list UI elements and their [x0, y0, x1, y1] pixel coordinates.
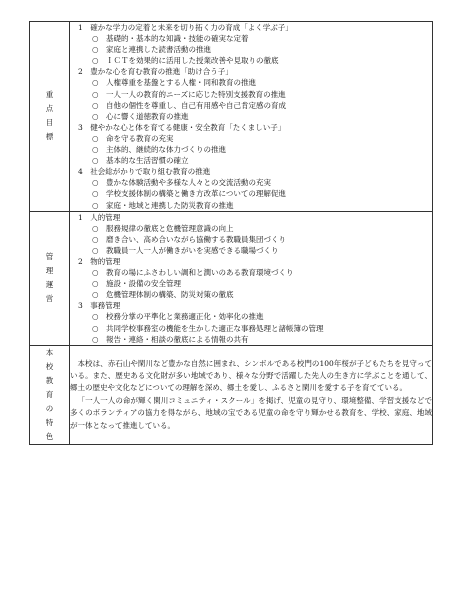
- list-item: [70, 77, 432, 88]
- label-char: 重: [45, 90, 54, 100]
- vertical-label: [46, 346, 54, 444]
- group-heading: 3 事務管理: [78, 301, 121, 311]
- label-char: 点: [45, 104, 54, 114]
- list-item-text: 教育の場にふさわしい調和と潤いのある教育環境づくり: [106, 268, 294, 278]
- label-char: 営: [45, 294, 54, 304]
- list-item: [70, 245, 432, 256]
- group-heading: 1 人的管理: [78, 212, 121, 222]
- list-item-text: 共同学校事務室の機能を生かした適正な事務処理と諸帳簿の管理: [106, 323, 324, 333]
- list-item-text: 人権尊重を基盤とする人権・同和教育の推進: [106, 78, 257, 88]
- vertical-label: [46, 88, 54, 144]
- features-content: [70, 345, 433, 444]
- label-char: 育: [45, 389, 54, 399]
- list-item-text: 豊かな体験活動や多様な人々との交流活動の充実: [106, 178, 272, 188]
- list-item-text: 家庭と連携した読書活動の推進: [106, 45, 212, 55]
- label-char: 校: [45, 361, 54, 371]
- bullet-icon: ○: [92, 78, 99, 88]
- group-heading: 2 物的管理: [78, 256, 121, 266]
- section-row-focus-goals: [30, 22, 433, 212]
- list-item: [70, 200, 432, 211]
- vertical-label: [46, 250, 54, 306]
- label-char: 教: [45, 375, 54, 385]
- bullet-icon: ○: [92, 312, 99, 322]
- list-item: [70, 323, 432, 334]
- bullet-icon: ○: [92, 178, 99, 188]
- list-item: [70, 155, 432, 166]
- group-heading: 1 確かな学力の定着と未来を切り拓く力の育成「よく学ぶ子」: [78, 23, 293, 32]
- label-char: 色: [45, 431, 54, 441]
- list-item-text: 学校支援体制の構築と働き方改革についての理解促進: [106, 189, 286, 199]
- section-label: [30, 345, 70, 444]
- bullet-icon: ○: [92, 245, 99, 255]
- list-item-text: 磨き合い、高め合いながら協働する教職員集団づくり: [106, 234, 287, 244]
- list-item: [70, 311, 432, 322]
- list-item: [70, 133, 432, 144]
- section-row-features: [30, 345, 433, 444]
- bullet-icon: ○: [92, 89, 99, 99]
- bullet-icon: ○: [92, 56, 99, 66]
- list-item-text: 家庭・地域と連携した防災教育の推進: [106, 200, 234, 210]
- bullet-icon: ○: [92, 145, 99, 155]
- bullet-icon: ○: [92, 189, 99, 199]
- bullet-icon: ○: [92, 156, 99, 166]
- list-item: [70, 144, 432, 155]
- label-char: 運: [45, 280, 54, 290]
- section-row-management: [30, 211, 433, 345]
- list-item: [70, 234, 432, 245]
- list-item-text: 校務分掌の平準化と業務適正化・効率化の推進: [106, 312, 264, 322]
- list-item: [70, 100, 432, 111]
- section-content: [70, 211, 433, 345]
- list-item: [70, 188, 432, 199]
- list-item-text: 心に響く道徳教育の推進: [106, 111, 189, 121]
- list-item-text: 服務規律の徹底と危機管理意識の向上: [106, 223, 234, 233]
- list-item: [70, 177, 432, 188]
- section-label: [30, 22, 70, 212]
- list-item-text: ＩＣＴを効果的に活用した授業改善や見取りの徹底: [106, 56, 279, 66]
- bullet-icon: ○: [92, 111, 99, 121]
- list-item-text: 主体的、継続的な体力づくりの推進: [106, 145, 227, 155]
- group-heading: 2 豊かな心を育む教育の推進「助け合う子」: [78, 67, 233, 77]
- list-item: [70, 33, 432, 44]
- list-item-text: 報告・連絡・相談の徹底による情報の共有: [106, 334, 249, 344]
- bullet-icon: ○: [92, 334, 99, 344]
- feature-paragraph: 「一人一人の命が輝く閑川コミュニティ・スクール」を掲げ、児童の見守り、環境整備、学習支援などで多くのボランティアの協力を得ながら、地域の宝である児童の命を守り輝かせる教育を、学校、家庭、地域が一体となって推進している。: [70, 395, 432, 430]
- bullet-icon: ○: [92, 45, 99, 55]
- bullet-icon: ○: [92, 200, 99, 210]
- section-label: [30, 211, 70, 345]
- list-item: [70, 111, 432, 122]
- list-item: [70, 289, 432, 300]
- feature-paragraph: 本校は、赤石山や閑川など豊かな自然に囲まれ、シンボルである校門の100年桜が子どもたちを見守っている。また、歴史ある文化財が多い地域であり、様々な分野で活躍した先人の生き方に学ぶことを通して、郷土の歴史や文化などについての理解を深め、郷土を愛し、ふるさと閑川を愛する子を育てている。: [70, 358, 432, 393]
- list-item-text: 教職員一人一人が働きがいを実感できる職場づくり: [106, 245, 279, 255]
- label-char: の: [45, 403, 54, 413]
- bullet-icon: ○: [92, 133, 99, 143]
- list-item-text: 自他の個性を尊重し、自己有用感や自己肯定感の育成: [106, 100, 287, 110]
- label-char: 特: [45, 417, 54, 427]
- section-content: [70, 22, 433, 212]
- list-item-text: 命を守る教育の充実: [106, 133, 174, 143]
- list-item-text: 基本的な生活習慣の確立: [106, 156, 189, 166]
- bullet-icon: ○: [92, 279, 99, 289]
- group-heading: 3 健やかな心と体を育てる健康・安全教育「たくましい子」: [78, 122, 286, 132]
- list-item: [70, 267, 432, 278]
- group-heading: 4 社会総がかりで取り組む教育の推進: [78, 167, 211, 177]
- list-item-text: 一人一人の教育的ニーズに応じた特別支援教育の推進: [106, 89, 286, 99]
- bullet-icon: ○: [92, 34, 99, 44]
- bullet-icon: ○: [92, 234, 99, 244]
- bullet-icon: ○: [92, 268, 99, 278]
- list-item: [70, 89, 432, 100]
- list-item: [70, 278, 432, 289]
- bullet-icon: ○: [92, 223, 99, 233]
- bullet-icon: ○: [92, 323, 99, 333]
- label-char: 本: [45, 347, 54, 357]
- list-item-text: 施設・設備の安全管理: [106, 279, 182, 289]
- school-policy-table: [29, 21, 433, 445]
- label-char: 標: [45, 132, 54, 142]
- label-char: 管: [45, 252, 54, 262]
- label-char: 目: [45, 118, 54, 128]
- bullet-icon: ○: [92, 290, 99, 300]
- list-item-text: 基礎的・基本的な知識・技能の確実な定着: [106, 34, 249, 44]
- label-char: 理: [45, 266, 54, 276]
- list-item: [70, 334, 432, 345]
- list-item: [70, 44, 432, 55]
- bullet-icon: ○: [92, 100, 99, 110]
- list-item-text: 危機管理体制の構築、防災対策の徹底: [106, 290, 234, 300]
- list-item: [70, 223, 432, 234]
- list-item: [70, 55, 432, 66]
